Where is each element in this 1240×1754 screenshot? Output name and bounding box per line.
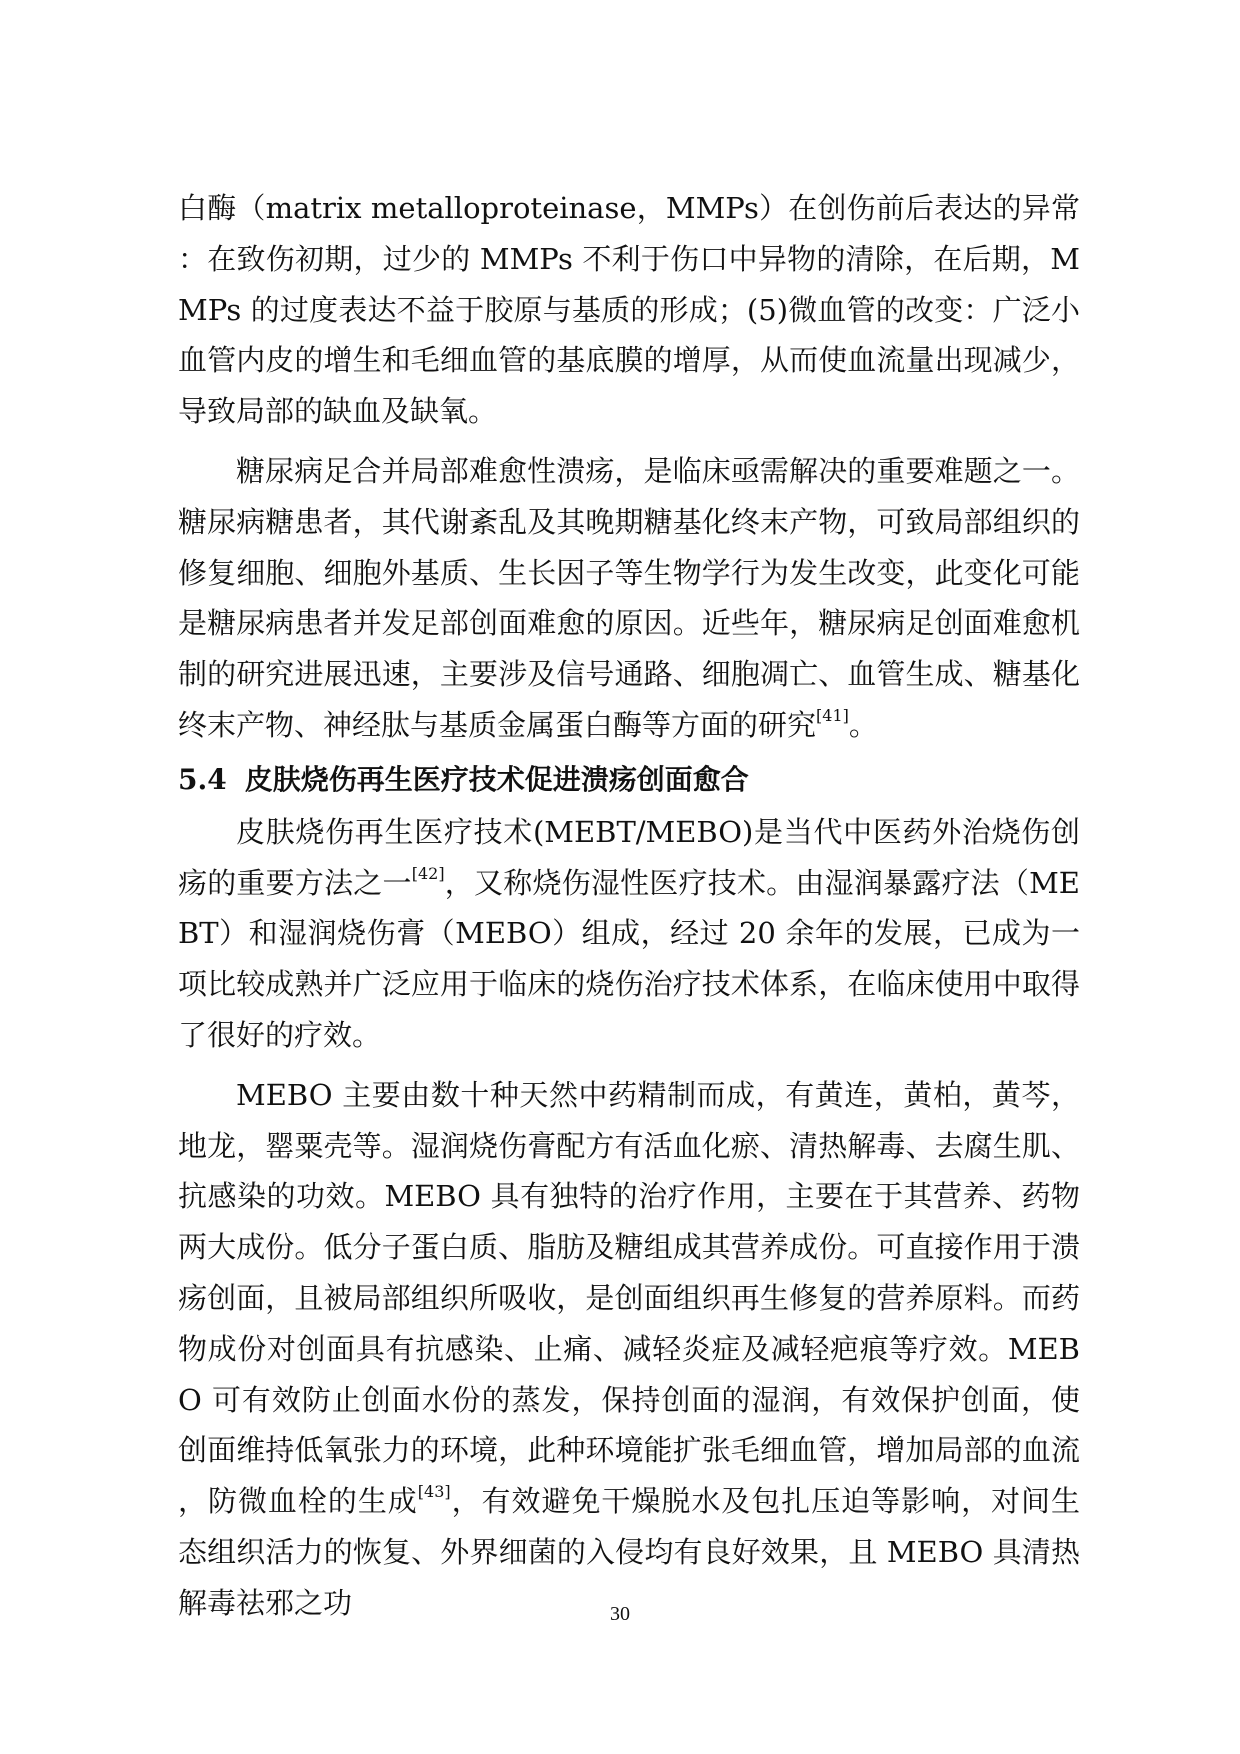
section-number: 5.4 — [178, 762, 227, 796]
paragraph-tail: 。 — [848, 707, 878, 742]
paragraph-text: 皮肤烧伤再生医疗技术(MEBT/MEBO)是当代中医药外治烧伤创疡的重要方法之一 — [178, 814, 1080, 900]
paragraph-mebt-intro — [178, 807, 1080, 1061]
paragraph-mebo-composition — [178, 1070, 1080, 1629]
body-text — [178, 183, 1080, 1629]
paragraph-text: 白酶（matrix metalloproteinase，MMPs）在创伤前后表达的异常：在致伤初期，过少的 MMPs 不利于伤口中异物的清除，在后期，MMPs 的过度表达不益于胶原与基质的形成；(5)微血管的改变：广泛小血管内皮的增生和毛细血管的基底膜的增厚，从而使血流量出现减少，导致局部的缺血及缺氧。 — [178, 191, 1080, 429]
paragraph-diabetic-foot — [178, 446, 1080, 751]
paragraph-text: 糖尿病足合并局部难愈性溃疡，是临床亟需解决的重要难题之一。糖尿病糖患者，其代谢紊乱及其晚期糖基化终末产物，可致局部组织的修复细胞、细胞外基质、生长因子等生物学行为发生改变，此变化可能是糖尿病患者并发足部创面难愈的原因。近些年，糖尿病足创面难愈机制的研究进展迅速，主要涉及信号通路、细胞凋亡、血管生成、糖基化终末产物、神经肽与基质金属蛋白酶等方面的研究 — [178, 453, 1080, 742]
citation-ref: [42] — [411, 863, 445, 883]
paragraph-text: MEBO 主要由数十种天然中药精制而成，有黄连，黄柏，黄芩，地龙，罂粟壳等。湿润烧伤膏配方有活血化瘀、清热解毒、去腐生肌、抗感染的功效。MEBO 具有独特的治疗作用，主要在于其营养、药物两大成份。低分子蛋白质、脂肪及糖组成其营养成份。可直接作用于溃疡创面，且被局部组织所吸收，是创面组织再生修复的营养原料。而药物成份对创面具有抗感染、止痛、减轻炎症及减轻疤痕等疗效。MEBO 可有效防止创面水份的蒸发，保持创面的湿润，有效保护创面，使创面维持低氧张力的环境，此种环境能扩张毛细血管，增加局部的血流，防微血栓的生成 — [178, 1077, 1080, 1519]
paragraph-text-continued: ，有效避免干燥脱水及包扎压迫等影响，对间生态组织活力的恢复、外界细菌的入侵均有良好效果，且 MEBO 具清热解毒祛邪之功 — [178, 1484, 1080, 1620]
page-number: 30 — [610, 1603, 630, 1625]
citation-ref: [41] — [816, 706, 849, 726]
section-heading — [178, 757, 1080, 803]
paragraph-mmp-continuation — [178, 183, 1080, 437]
citation-ref: [43] — [417, 1482, 451, 1502]
section-title: 皮肤烧伤再生医疗技术促进溃疡创面愈合 — [244, 762, 749, 796]
paragraph-text-continued: ，又称烧伤湿性医疗技术。由湿润暴露疗法（MEBT）和湿润烧伤膏（MEBO）组成，经过 20 余年的发展，已成为一项比较成熟并广泛应用于临床的烧伤治疗技术体系，在临床使用中取得了很好的疗效。 — [178, 865, 1080, 1052]
